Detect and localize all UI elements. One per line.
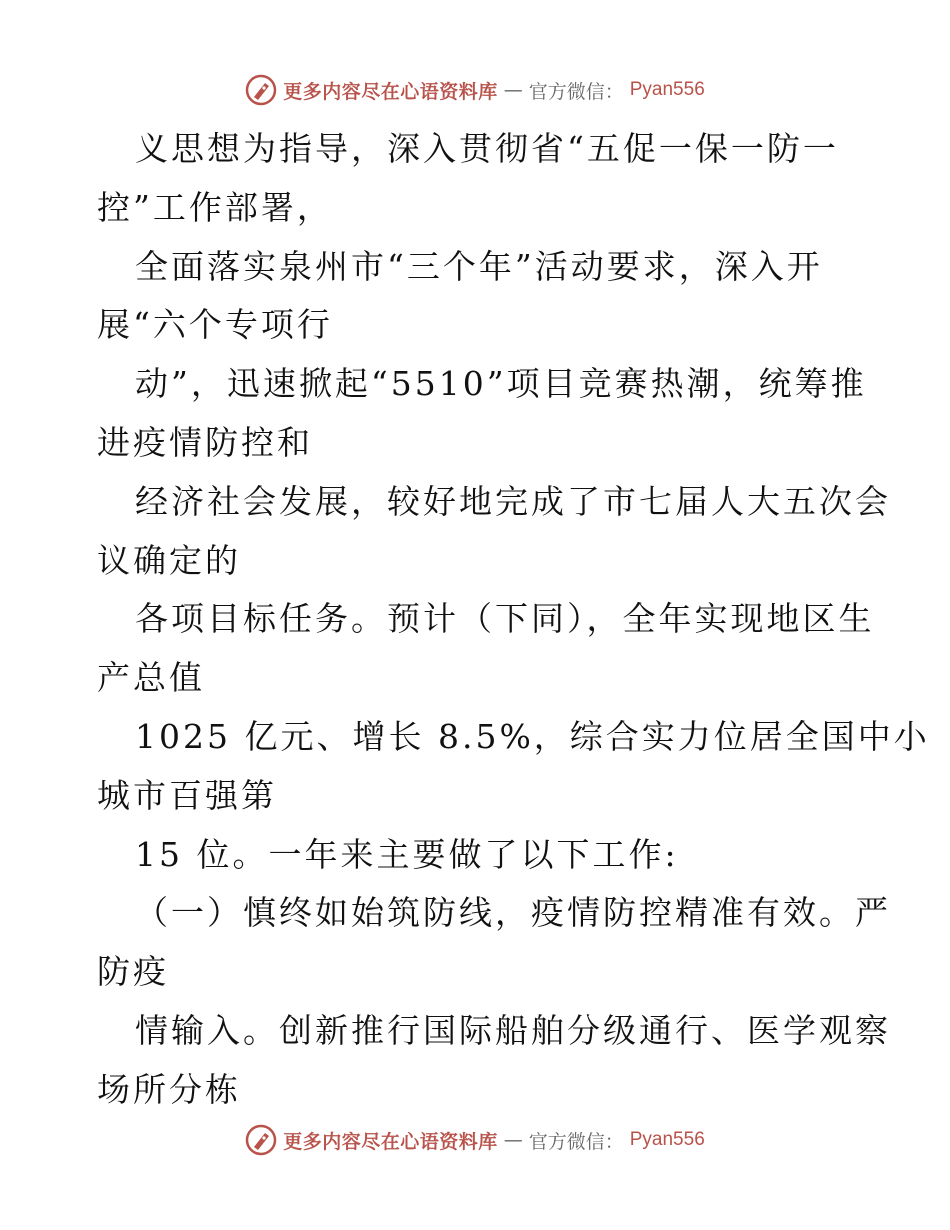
watermark-site-text: 更多内容尽在心语资料库 (283, 1130, 498, 1153)
text-line: 展“六个专项行 (97, 305, 333, 345)
pen-nib-logo-icon (245, 1124, 277, 1156)
text-line: 情输入。创新推行国际船舶分级通行、医学观察 (135, 1010, 891, 1050)
text-line: （一）慎终如始筑防线，疫情防控精准有效。严 (135, 893, 891, 933)
text-line: 控”工作部署， (97, 187, 333, 227)
watermark-separator: — (503, 79, 523, 101)
header-watermark (0, 70, 950, 110)
text-line: 进疫情防控和 (97, 422, 313, 462)
text-line: 防疫 (97, 952, 169, 992)
text-line: 产总值 (97, 658, 205, 698)
text-line: 议确定的 (97, 540, 241, 580)
text-line: 场所分栋 (97, 1069, 241, 1109)
pen-nib-logo-icon (245, 74, 277, 106)
footer-watermark (0, 1120, 950, 1160)
text-line: 城市百强第 (97, 775, 277, 815)
watermark-site-text: 更多内容尽在心语资料库 (283, 80, 498, 103)
text-line: 全面落实泉州市“三个年”活动要求，深入开 (135, 246, 823, 286)
text-line: 1025 亿元、增长 8.5%，综合实力位居全国中小 (135, 716, 930, 756)
text-line: 义思想为指导，深入贯彻省“五促一保一防一 (135, 129, 839, 168)
document-body (97, 120, 930, 1120)
watermark-separator: — (503, 1129, 523, 1151)
watermark-wechat-id: Pyan556 (629, 79, 705, 100)
text-line: 各项目标任务。预计（下同），全年实现地区生 (135, 599, 875, 639)
watermark-wechat-id: Pyan556 (629, 1129, 705, 1150)
watermark-wechat-label: 官方微信： (528, 1130, 624, 1153)
text-line: 15 位。一年来主要做了以下工作: (135, 834, 679, 874)
text-line: 经济社会发展，较好地完成了市七届人大五次会 (135, 481, 891, 521)
text-line: 动”，迅速掀起“5510”项目竞赛热潮，统筹推 (135, 364, 867, 404)
watermark-wechat-label: 官方微信： (528, 80, 624, 103)
